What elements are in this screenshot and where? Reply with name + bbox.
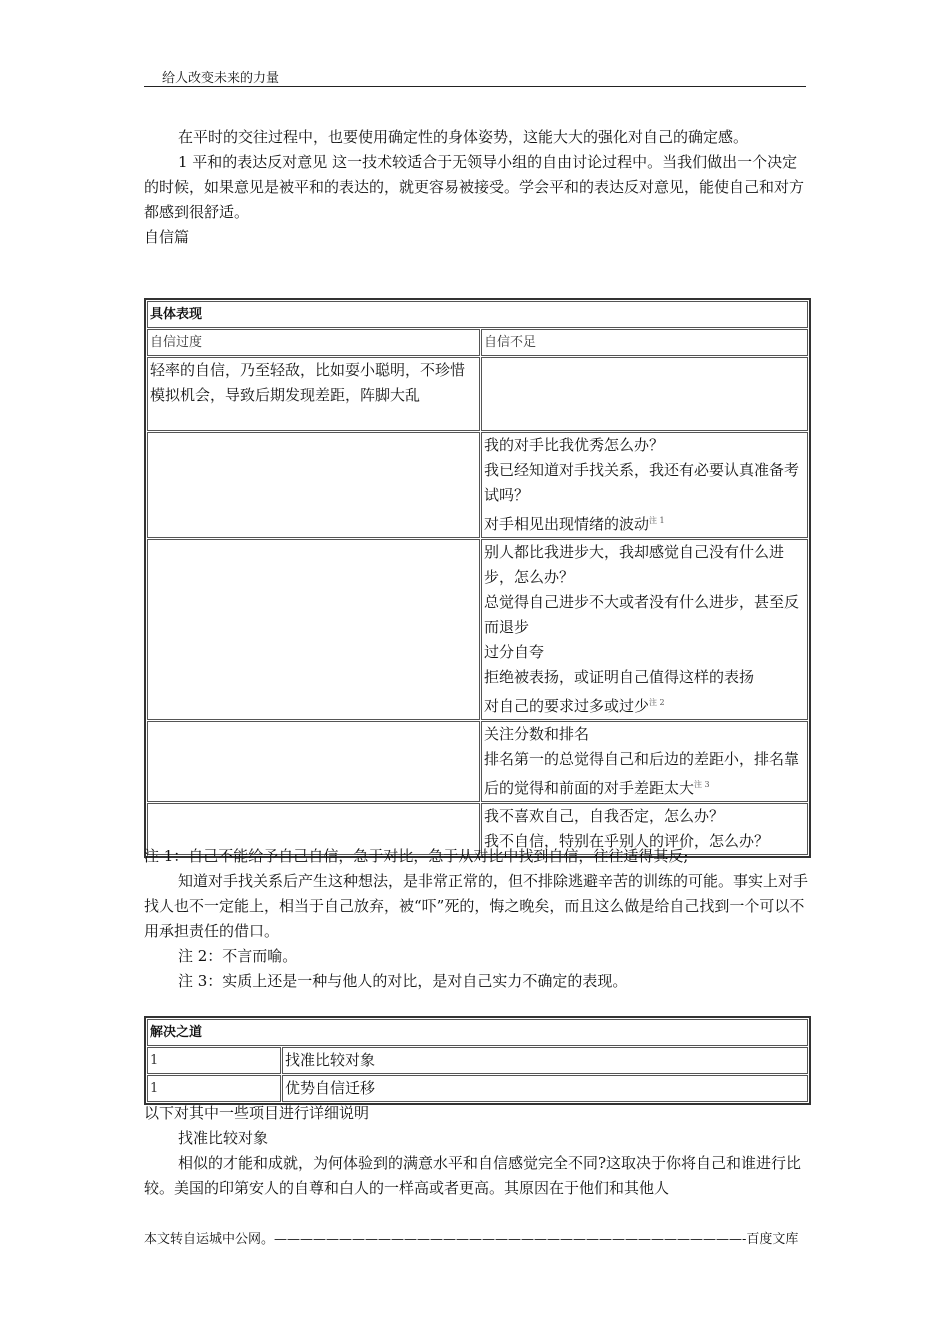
cell-overconfident-1: 轻率的自信，乃至轻敌，比如耍小聪明，不珍惜模拟机会，导致后期发现差距，阵脚大乱	[147, 357, 480, 431]
footnote-ref: 注 1	[649, 516, 665, 525]
list-item: 我的对手比我优秀怎么办？	[484, 436, 665, 454]
list-item: 我不自信，特别在乎别人的评价，怎么办？	[484, 832, 770, 850]
page-footer: 本文转自运城中公网。————————————————————————————————————-百度文库	[144, 1232, 799, 1247]
cell-underconfident-1	[481, 432, 808, 538]
solution-item: 优势自信迁移	[282, 1075, 808, 1102]
manifestation-table	[144, 298, 811, 858]
footnote-ref: 注 2	[649, 698, 665, 707]
cell-underconfident-2	[481, 539, 808, 720]
footnote-ref: 注 3	[694, 780, 710, 789]
list-item: 对自己的要求过多或过少$^{注 2}$	[484, 697, 665, 715]
table2-title: 解决之道	[147, 1019, 808, 1046]
detail-intro: 以下对其中一些项目进行详细说明	[144, 1104, 370, 1122]
note-3: 注 3：实质上还是一种与他人的对比，是对自己实力不确定的表现。	[178, 972, 628, 990]
list-item: 拒绝被表扬，或证明自己值得这样的表扬	[484, 668, 755, 686]
cell-underconfident-3	[481, 721, 808, 802]
section-title-confidence: 自信篇	[144, 228, 190, 246]
solution-number: 1	[147, 1047, 281, 1074]
header-text: 给人改变未来的力量	[162, 71, 280, 86]
list-item: 我已经知道对手找关系，我还有必要认真准备考试吗？	[484, 461, 800, 504]
list-item: 关注分数和排名	[484, 725, 590, 743]
cell-empty	[481, 357, 808, 431]
solution-table	[144, 1016, 811, 1105]
intro-paragraph-1: 在平时的交往过程中，也要使用确定性的身体姿势，这能大大的强化对自己的确定感。	[178, 128, 749, 146]
col-header-overconfident: 自信过度	[147, 329, 480, 356]
list-item: 过分自夸	[484, 643, 545, 661]
body-paragraph: 相似的才能和成就，为何体验到的满意水平和自信感觉完全不同?这取决于你将自己和谁进行比较。美国的印第安人的自尊和白人的一样高或者更高。其原因在于他们和其他人	[144, 1154, 802, 1197]
solution-number: 1	[147, 1075, 281, 1102]
col-header-underconfident: 自信不足	[481, 329, 808, 356]
list-item: 总觉得自己进步不大或者没有什么进步，甚至反而退步	[484, 593, 800, 636]
page-header	[144, 66, 806, 87]
solution-item: 找准比较对象	[282, 1047, 808, 1074]
list-item: 对手相见出现情绪的波动$^{注 1}$	[484, 515, 665, 533]
note-1: 注 1：自己不能给予自己自信，急于对比，急于从对比中找到自信，往往适得其反;	[144, 847, 689, 865]
cell-empty	[147, 721, 480, 802]
intro-paragraph-2: 1 平和的表达反对意见 这一技术较适合于无领导小组的自由讨论过程中。当我们做出一个决定的时候，如果意见是被平和的表达的，就更容易被接受。学会平和的表达反对意见，能使自己和对方都感到很舒适。	[144, 153, 805, 221]
note-2: 注 2：不言而喻。	[178, 947, 298, 965]
table1-title: 具体表现	[147, 301, 808, 328]
subsection-title: 找准比较对象	[178, 1129, 269, 1147]
cell-empty	[147, 539, 480, 720]
cell-empty	[147, 432, 480, 538]
list-item: 我不喜欢自己，自我否定，怎么办？	[484, 807, 725, 825]
note-1-detail: 知道对手找关系后产生这种想法，是非常正常的，但不排除逃避辛苦的训练的可能。事实上对手找人也不一定能上，相当于自己放弃，被“吓”死的，悔之晚矣，而且这么做是给自己找到一个可以不用承担责任的借口。	[144, 872, 809, 940]
list-item: 排名第一的总觉得自己和后边的差距小，排名靠后的觉得和前面的对手差距太大$^{注 3}$	[484, 750, 800, 797]
list-item: 别人都比我进步大，我却感觉自己没有什么进步，怎么办？	[484, 543, 785, 586]
